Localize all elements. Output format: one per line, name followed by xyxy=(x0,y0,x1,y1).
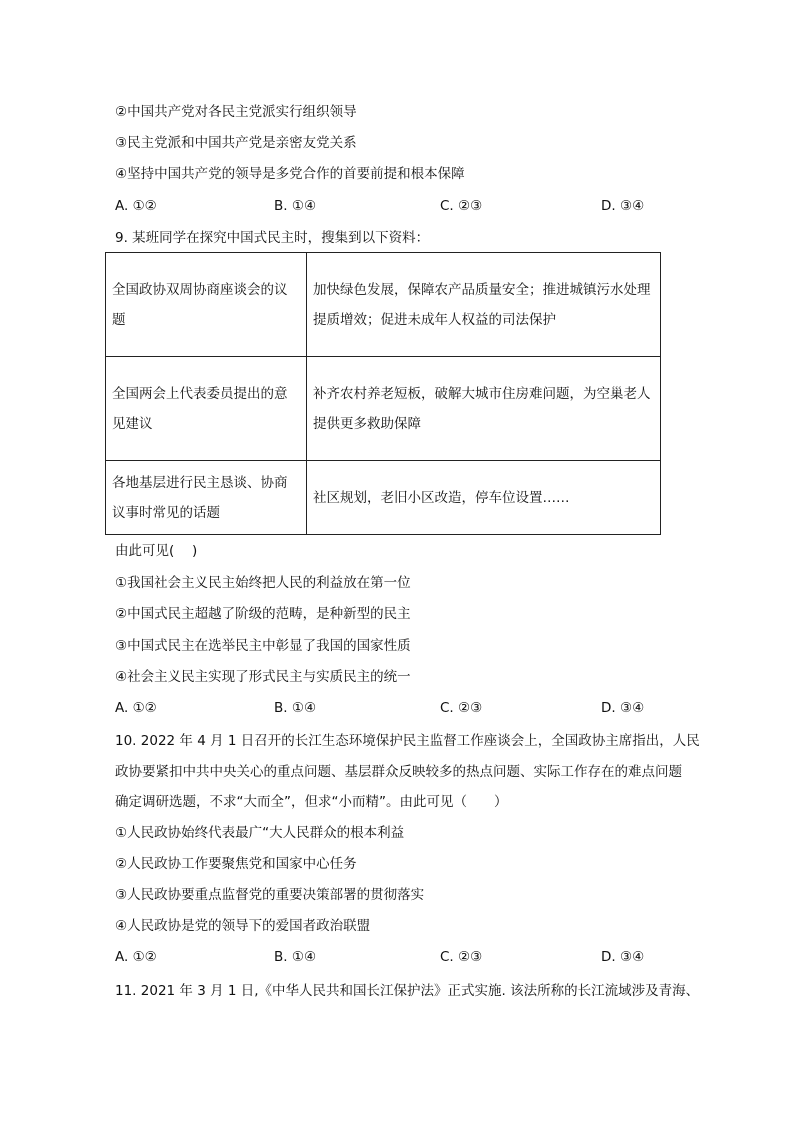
q9-option-b: B. ①④ xyxy=(274,700,317,716)
q9-option-d: D. ③④ xyxy=(601,700,645,716)
q10-item-3: ③人民政协要重点监督党的重要决策部署的贯彻落实 xyxy=(115,887,425,903)
q10-option-d: D. ③④ xyxy=(601,949,645,965)
table-row xyxy=(106,357,661,461)
q9-item-2: ②中国式民主超越了阶级的范畴，是种新型的民主 xyxy=(115,606,411,622)
q10-option-a: A. ①② xyxy=(115,949,157,965)
q10-option-b: B. ①④ xyxy=(274,949,317,965)
table-cell-topic: 全国政协双周协商座谈会的议题 xyxy=(106,253,307,357)
q10-stem-line-1: 10. 2022 年 4 月 1 日召开的长江生态环境保护民主监督工作座谈会上，全国政协主席指出，人民 xyxy=(115,733,700,749)
q10-stem-line-3: 确定调研选题，不求“大而全”，但求“小而精”。由此可见（ ） xyxy=(115,794,508,810)
q8-option-b: B. ①④ xyxy=(274,198,317,214)
q8-option-a: A. ①② xyxy=(115,198,157,214)
q9-item-3: ③中国式民主在选举民主中彰显了我国的国家性质 xyxy=(115,638,411,654)
q9-item-1: ①我国社会主义民主始终把人民的利益放在第一位 xyxy=(115,575,411,591)
q10-option-c: C. ②③ xyxy=(440,949,483,965)
table-row xyxy=(106,253,661,357)
table-cell-content: 补齐农村养老短板，破解大城市住房难问题，为空巢老人提供更多救助保障 xyxy=(307,357,661,461)
q10-stem-line-2: 政协要紧扣中共中央关心的重点问题、基层群众反映较多的热点问题、实际工作存在的难点问题 xyxy=(115,764,682,780)
q10-item-1: ①人民政协始终代表最广“大人民群众的根本利益 xyxy=(115,825,405,841)
table-cell-topic: 全国两会上代表委员提出的意见建议 xyxy=(106,357,307,461)
table-cell-content: 社区规划，老旧小区改造，停车位设置…… xyxy=(307,461,661,535)
q9-stem: 9. 某班同学在探究中国式民主时，搜集到以下资料： xyxy=(115,230,430,246)
q8-option-d: D. ③④ xyxy=(601,198,645,214)
q8-option-c: C. ②③ xyxy=(440,198,483,214)
q9-option-c: C. ②③ xyxy=(440,700,483,716)
q8-item-3: ③民主党派和中国共产党是亲密友党关系 xyxy=(115,135,357,151)
table-cell-content: 加快绿色发展，保障农产品质量安全；推进城镇污水处理提质增效；促进未成年人权益的司法保护 xyxy=(307,253,661,357)
q9-item-4: ④社会主义民主实现了形式民主与实质民主的统一 xyxy=(115,669,411,685)
q8-item-4: ④坚持中国共产党的领导是多党合作的首要前提和根本保障 xyxy=(115,166,465,182)
q9-option-a: A. ①② xyxy=(115,700,157,716)
table-row xyxy=(106,461,661,535)
q8-item-2: ②中国共产党对各民主党派实行组织领导 xyxy=(115,104,357,120)
q9-material-table xyxy=(105,252,661,535)
q10-item-4: ④人民政协是党的领导下的爱国者政治联盟 xyxy=(115,918,371,934)
q9-conclusion: 由此可见( ) xyxy=(115,543,198,559)
q10-item-2: ②人民政协工作要聚焦党和国家中心任务 xyxy=(115,856,357,872)
q11-stem: 11. 2021 年 3 月 1 日,《中华人民共和国长江保护法》正式实施. 该法所称的长江流域涉及青海、 xyxy=(115,983,700,999)
table-cell-topic: 各地基层进行民主恳谈、协商议事时常见的话题 xyxy=(106,461,307,535)
